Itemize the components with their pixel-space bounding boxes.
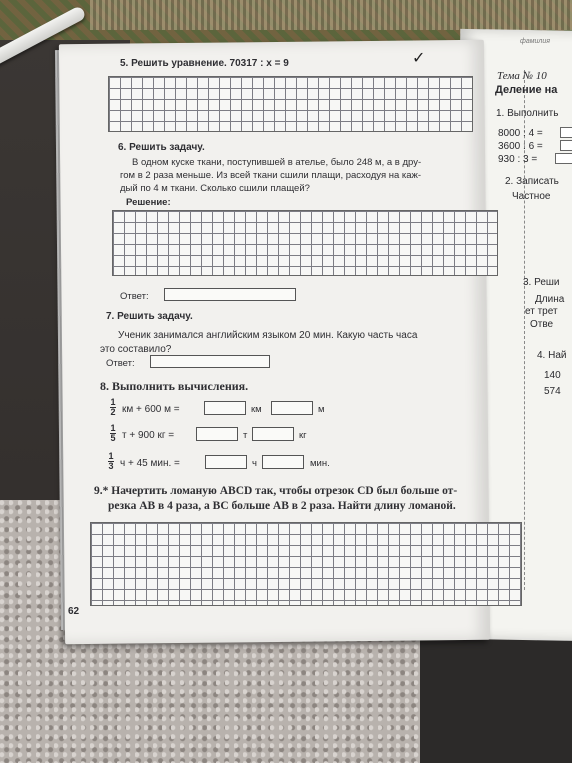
task8-row3-box1[interactable] [205,455,247,469]
right-expr1: 8000 : 4 = [498,128,543,139]
right-task2: 2. Записать [505,176,559,187]
right-number1: 140 [544,370,561,381]
task8-row2-expr: т + 900 кг = [122,430,175,441]
task8-row3-box2[interactable] [262,455,304,469]
fraction-half [110,398,116,417]
right-task4: 4. Най [537,350,567,361]
task7-text-line1: Ученик занимался английским языком 20 мин. Какую часть часа [118,330,418,341]
carpet-fringe [90,0,572,30]
task6-grid[interactable] [112,210,498,276]
fraction-numerator: 1 [110,397,116,407]
fraction-numerator: 1 [110,423,116,433]
right-answer-box[interactable] [555,153,572,164]
task6-text-line3: дый по 4 м ткани. Сколько сшили плащей? [120,183,310,194]
right-answer-box[interactable] [560,140,572,151]
right-expr3: 930 : 3 = [498,154,538,165]
right-task3-answer: Отве [530,319,554,330]
task9-text-line2: резка AB в 4 раза, а BC больше AB в 2 раза. Найти длину ломаной. [108,500,456,512]
task9-grid[interactable] [90,522,522,606]
right-expr2: 3600 : 6 = [498,141,543,152]
right-answer-box[interactable] [560,127,572,138]
task8-row2-unit2: кг [299,430,307,441]
task7-answer-box[interactable] [150,355,270,368]
page-number: 62 [68,606,80,617]
task8-row3-expr: ч + 45 мин. = [120,458,180,469]
task8-row1-box2[interactable] [271,401,313,415]
task9-text-line1: 9.* Начертить ломаную ABCD так, чтобы отрезок CD был больше от- [94,485,458,497]
task8-row3-unit2: мин. [310,458,330,469]
task8-row1-unit2: м [318,404,325,415]
task6-title: 6. Решить задачу. [118,142,205,153]
task8-row2-box1[interactable] [196,427,238,441]
check-mark-icon: ✓ [412,50,426,67]
task7-title: 7. Решить задачу. [106,311,193,322]
task6-text-line1: В одном куске ткани, поступившей в ателье, было 248 м, а в дру- [132,157,422,168]
fraction-fifth [110,424,116,443]
task8-row1-expr: км + 600 м = [122,404,180,415]
fraction-denominator: 5 [110,433,116,443]
task8-row1-unit1: км [251,404,262,415]
task5-grid[interactable] [108,76,473,132]
task7-answer-label: Ответ: [106,358,135,369]
theme-subtitle: Деление на [495,84,558,96]
right-task3-line1: Длина [535,294,565,305]
right-task1: 1. Выполнить [496,108,559,119]
fraction-denominator: 3 [108,461,114,471]
fraction-third [108,452,114,471]
task7-text-line2: это составило? [100,344,172,355]
right-number2: 574 [544,386,561,397]
task8-title: 8. Выполнить вычисления. [100,379,249,393]
right-task3-line2: ет трет [525,306,558,317]
task6-answer-label: Ответ: [120,291,149,302]
task5-title: 5. Решить уравнение. 70317 : x = 9 [120,58,289,69]
task6-text-line2: гом в 2 раза меньше. Из всей ткани сшили плащи, расходуя на каж- [120,170,422,181]
task6-solution-label: Решение: [126,197,171,208]
task8-row3-unit1: ч [252,458,257,469]
fraction-denominator: 2 [110,407,116,417]
task8-row2-unit1: т [243,430,248,441]
fraction-numerator: 1 [108,451,114,461]
right-task2-label: Частное [512,191,551,202]
right-page-header: фамилия [520,38,551,45]
task8-row1-box1[interactable] [204,401,246,415]
theme-title: Тема № 10 [497,70,547,82]
task8-row2-box2[interactable] [252,427,294,441]
right-task3: 3. Реши [523,277,560,288]
task6-answer-box[interactable] [164,288,296,301]
